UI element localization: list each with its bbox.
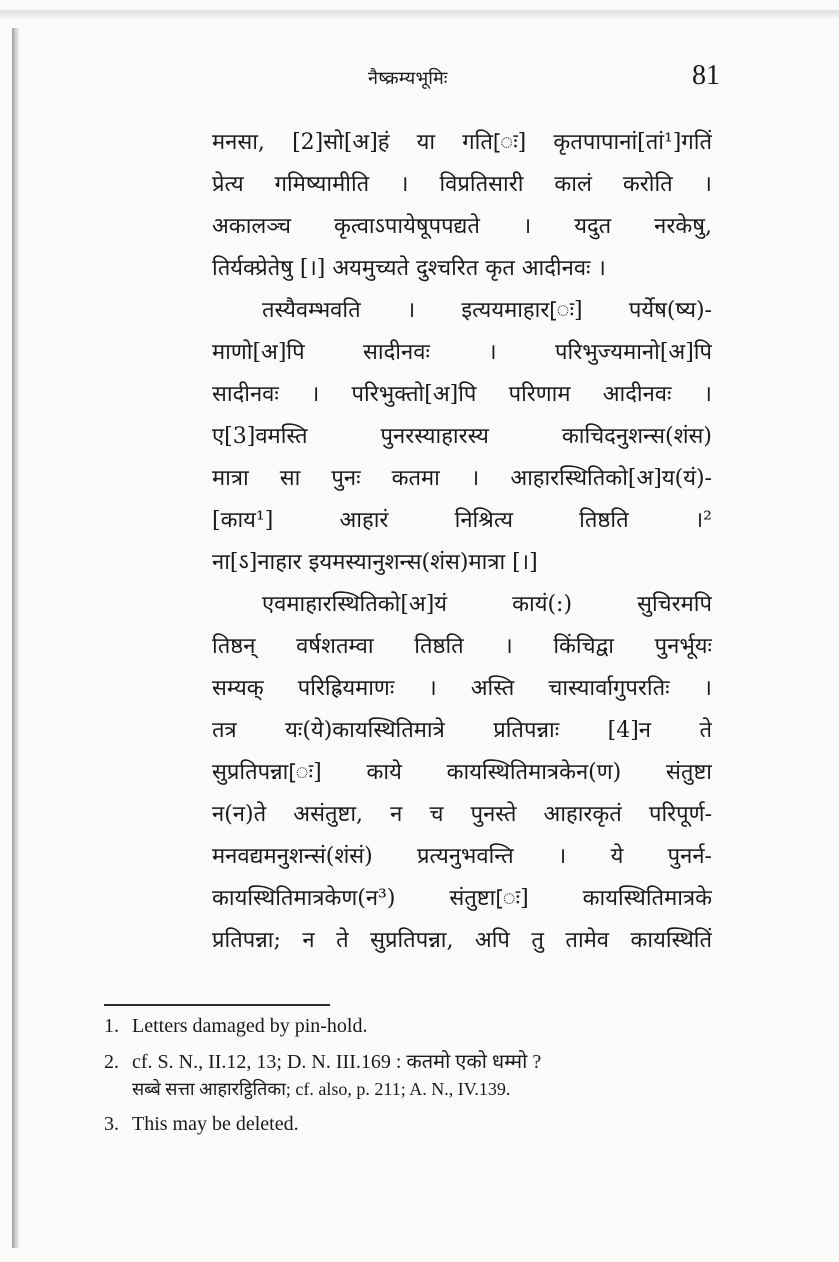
text-line: प्रतिपन्ना; न ते सुप्रतिपन्ना, अपि तु तामेव कायस्थितिं [212,928,712,953]
text-line: एवमाहारस्थितिको[अ]यं कायं(:) सुचिरमपि [262,592,712,617]
footnote-number: 2. [104,1051,119,1073]
footnote-text: Letters damaged by pin-hold. [132,1015,368,1037]
footnote-text: cf. S. N., II.12, 13; D. N. III.169 : कतमो एको धम्मो ? [132,1051,542,1073]
footnote-divider [104,1004,330,1006]
text-line: सुप्रतिपन्ना[ः] काये कायस्थितिमात्रकेन(ण) संतुष्टा [212,760,712,785]
footnote-2-continuation: सब्बे सत्ता आहारट्ठितिका; cf. also, p. 211; A. N., IV.139. [132,1079,511,1099]
text-line: तस्यैवम्भवति । इत्ययमाहार[ः] पर्येष(ष्य)- [262,298,712,323]
footnote-2 [104,1048,724,1076]
text-line: माणो[अ]पि सादीनवः । परिभुज्यमानो[अ]पि [212,340,712,365]
text-line: सम्यक् परिह्रियमाणः । अस्ति चास्यार्वागुपरतिः । [212,676,712,701]
text-line: तिर्यक्प्रेतेषु [।] अयमुच्यते दुश्चरित कृत आदीनवः । [212,256,606,281]
footnote-number: 1. [104,1015,119,1037]
main-text [212,122,712,962]
page-number: 81 [692,60,720,91]
text-line: कायस्थितिमात्रकेण(न³) संतुष्टा[ः] कायस्थितिमात्रके [212,886,712,911]
footnote-text: This may be deleted. [132,1113,299,1135]
footnotes [104,1012,724,1138]
text-line: अकालञ्च कृत्वाऽपायेषूपपद्यते । यदुत नरकेषु, [212,214,712,239]
text-line: मात्रा सा पुनः कतमा । आहारस्थितिको[अ]य(यं)- [212,466,712,491]
page-top-shadow [0,10,839,20]
text-line: ना[ऽ]नाहार इयमस्यानुशन्स(शंस)मात्रा [।] [212,550,538,575]
text-line: तत्र यः(ये)कायस्थितिमात्रे प्रतिपन्नाः [4]न ते [212,718,712,743]
text-line: न(न)ते असंतुष्टा, न च पुनस्ते आहारकृतं परिपूर्ण- [212,802,712,827]
text-line: मनसा, [2]सो[अ]हं या गति[ः] कृतपापानां[तां¹]गतिं [212,130,712,155]
text-line: तिष्ठन् वर्षशतम्वा तिष्ठति । किंचिद्वा पुनर्भूयः [212,634,712,659]
footnote-number: 3. [104,1113,119,1135]
text-line: मनवद्यमनुशन्सं(शंसं) प्रत्यनुभवन्ति । ये पुनर्न- [212,844,712,869]
binding-edge-shadow [12,28,20,1248]
text-line: प्रेत्य गमिष्यामीति । विप्रतिसारी कालं करोति । [212,172,712,197]
text-line: [काय¹] आहारं निश्रित्य तिष्ठति ।² [212,508,712,533]
footnote-3 [104,1110,724,1138]
page-header [0,58,839,98]
footnote-1 [104,1012,724,1040]
text-line: ए[3]वमस्ति पुनरस्याहारस्य काचिदनुशन्स(शंस) [212,424,712,449]
running-head: नैष्क्रम्यभूमिः [368,68,448,89]
text-line: सादीनवः । परिभुक्तो[अ]पि परिणाम आदीनवः । [212,382,712,407]
